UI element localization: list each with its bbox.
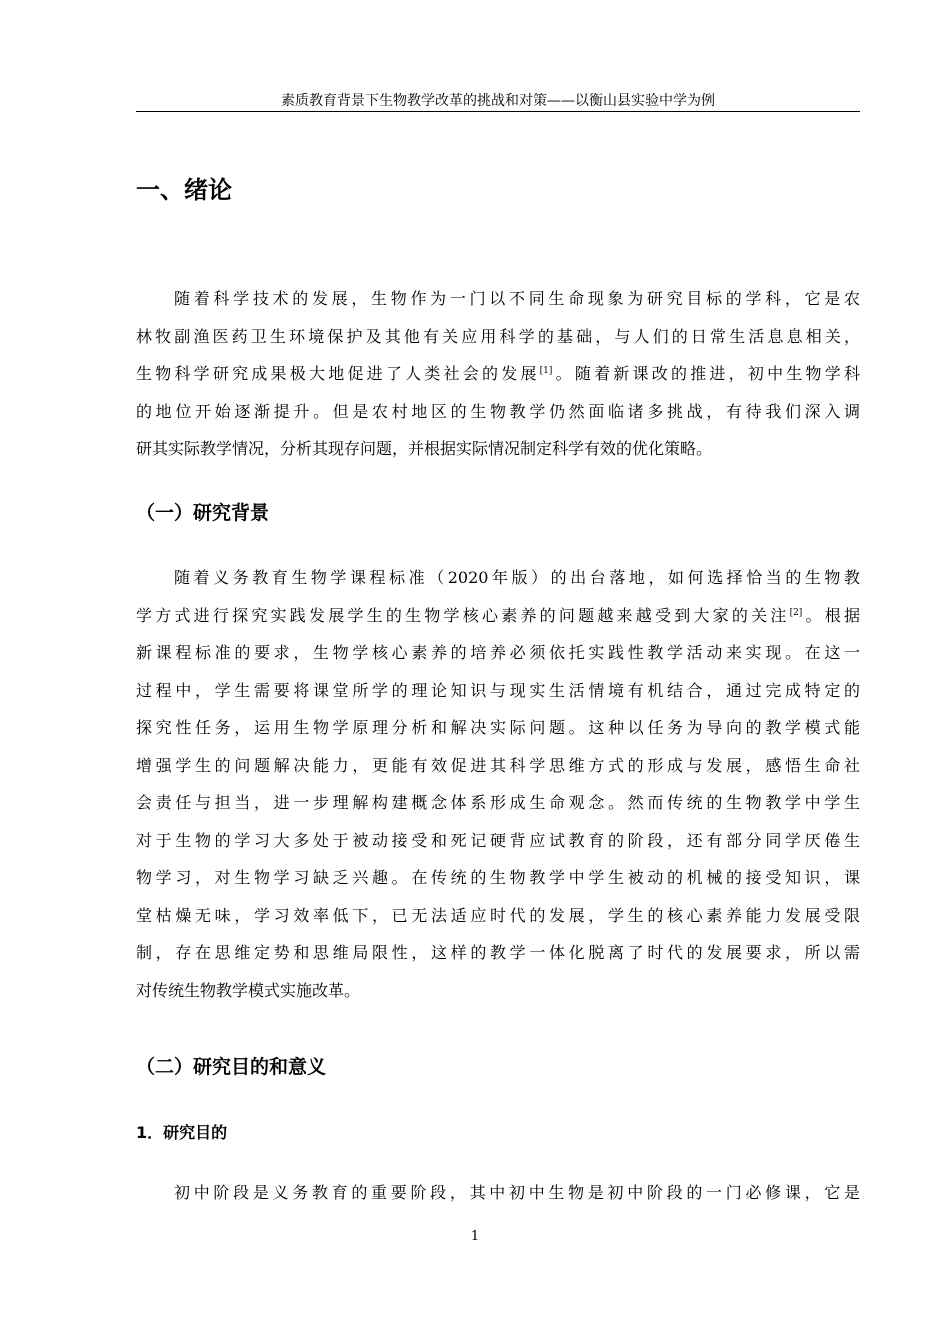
header-rule <box>136 111 860 112</box>
paragraph-line: 对于生物的学习大多处于被动接受和死记硬背应试教育的阶段，还有部分同学厌倦生 <box>136 830 860 850</box>
line-text: 生物科学研究成果极大地促进了人类社会的发展 <box>136 364 540 383</box>
paragraph-line: 对传统生物教学模式实施改革。 <box>136 980 361 1000</box>
purpose-paragraph <box>136 1174 860 1212</box>
paragraph-line: 的地位开始逐渐提升。但是农村地区的生物教学仍然面临诸多挑战，有待我们深入调 <box>136 401 860 421</box>
paragraph-line: 物学习，对生物学习缺乏兴趣。在传统的生物教学中学生被动的机械的接受知识，课 <box>136 868 860 887</box>
paragraph-line: 制，存在思维定势和思维局限性，这样的教学一体化脱离了时代的发展要求，所以需 <box>136 943 860 962</box>
line-text: 。根据 <box>802 605 860 625</box>
section-title: （一）研究背景 <box>136 502 270 524</box>
section-title: （二）研究目的和意义 <box>136 1056 327 1078</box>
citation-marker: [1] <box>539 366 553 376</box>
background-paragraph <box>136 559 860 1009</box>
paragraph-line: 堂枯燥无味，学习效率低下，已无法适应时代的发展，学生的核心素养能力发展受限 <box>136 905 860 925</box>
chapter-title: 一、绪论 <box>136 176 232 204</box>
paragraph-line: 过程中，学生需要将课堂所学的理论知识与现实生活情境有机结合，通过完成特定的 <box>136 680 860 700</box>
paragraph-line: 随着义务教育生物学课程标准（2020年版）的出台落地，如何选择恰当的生物教 <box>174 568 860 587</box>
subsection-title: 1．研究目的 <box>136 1123 228 1142</box>
paragraph-line: 随着科学技术的发展，生物作为一门以不同生命现象为研究目标的学科，它是农 <box>174 289 860 308</box>
paragraph-line: 新课程标准的要求，生物学核心素养的培养必须依托实践性教学活动来实现。在这一 <box>136 643 860 662</box>
paragraph-line <box>136 355 860 393</box>
intro-paragraph <box>136 280 860 468</box>
paragraph-line: 增强学生的问题解决能力，更能有效促进其科学思维方式的形成与发展，感悟生命社 <box>136 755 860 775</box>
line-text: 。随着新课改的推进，初中生物学科 <box>552 364 860 383</box>
paragraph-line: 探究性任务，运用生物学原理分析和解决实际问题。这种以任务为导向的教学模式能 <box>136 718 860 737</box>
paragraph-line: 林牧副渔医药卫生环境保护及其他有关应用科学的基础，与人们的日常生活息息相关， <box>136 326 860 346</box>
paragraph-line: 研其实际教学情况，分析其现存问题，并根据实际情况制定科学有效的优化策略。 <box>136 439 713 458</box>
paragraph-line: 会责任与担当，进一步理解构建概念体系形成生命观念。然而传统的生物教学中学生 <box>136 793 860 812</box>
line-text: 学方式进行探究实践发展学生的生物学核心素养的问题越来越受到大家的关注 <box>136 605 790 625</box>
paragraph-line: 初中阶段是义务教育的重要阶段，其中初中生物是初中阶段的一门必修课，它是 <box>174 1183 860 1202</box>
page-number: 1 <box>470 1229 480 1244</box>
paragraph-line <box>136 597 860 635</box>
running-header: 素质教育背景下生物教学改革的挑战和对策——以衡山县实验中学为例 <box>281 93 715 109</box>
citation-marker: [2] <box>789 607 803 618</box>
